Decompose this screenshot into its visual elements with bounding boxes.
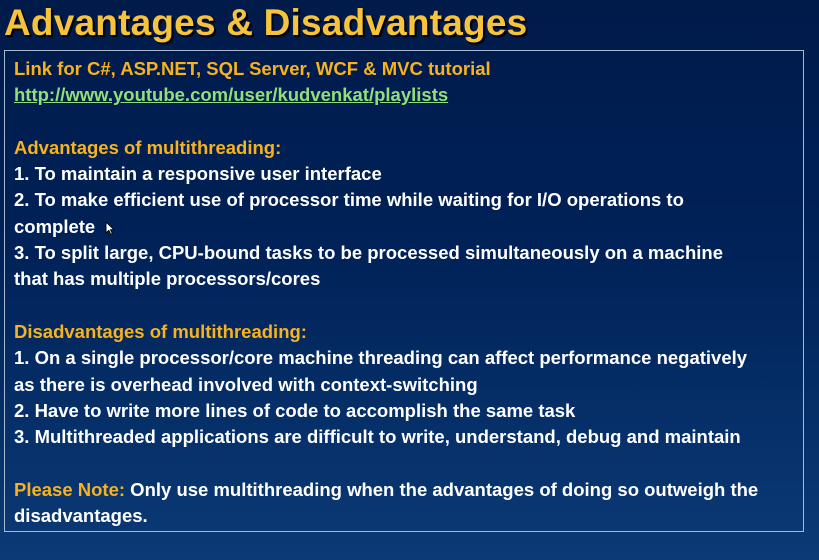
link-label: Link for C#, ASP.NET, SQL Server, WCF & MVC tutorial <box>14 58 491 79</box>
advantages-heading: Advantages of multithreading: <box>14 136 282 158</box>
disadvantage-item-cont: as there is overhead involved with context-switching <box>14 373 478 395</box>
note-label: Please Note: <box>14 478 126 500</box>
disadvantage-item: 1. On a single processor/core machine threading can affect performance negatively <box>14 347 748 369</box>
advantage-item: 3. To split large, CPU-bound tasks to be processed simultaneously on a machine <box>14 242 723 264</box>
note-line <box>14 477 804 503</box>
spacer <box>14 450 804 476</box>
advantage-item-cont: that has multiple processors/cores <box>14 268 321 290</box>
disadvantage-item: 3. Multithreaded applications are difficult to write, understand, debug and maintain <box>14 426 741 448</box>
mouse-cursor-icon <box>105 221 115 235</box>
disadvantage-item: 2. Have to write more lines of code to accomplish the same task <box>14 399 576 421</box>
note-text-cont: disadvantages. <box>14 505 148 527</box>
advantage-item: 1. To maintain a responsive user interface <box>14 163 382 185</box>
disadvantages-heading: Disadvantages of multithreading: <box>14 320 307 342</box>
spacer <box>14 293 804 319</box>
advantage-item-cont <box>14 214 804 240</box>
link-line <box>14 82 804 108</box>
slide-title: Advantages & Disadvantages <box>4 2 528 43</box>
note-text: Only use multithreading when the advantages of doing so outweigh the <box>125 478 759 500</box>
spacer <box>14 109 804 135</box>
advantage-item-text: complete <box>14 215 96 237</box>
advantage-item: 2. To make efficient use of processor time while waiting for I/O operations to <box>14 189 684 211</box>
slide-content <box>14 56 804 529</box>
playlist-link[interactable]: http://www.youtube.com/user/kudvenkat/playlists <box>14 84 449 106</box>
